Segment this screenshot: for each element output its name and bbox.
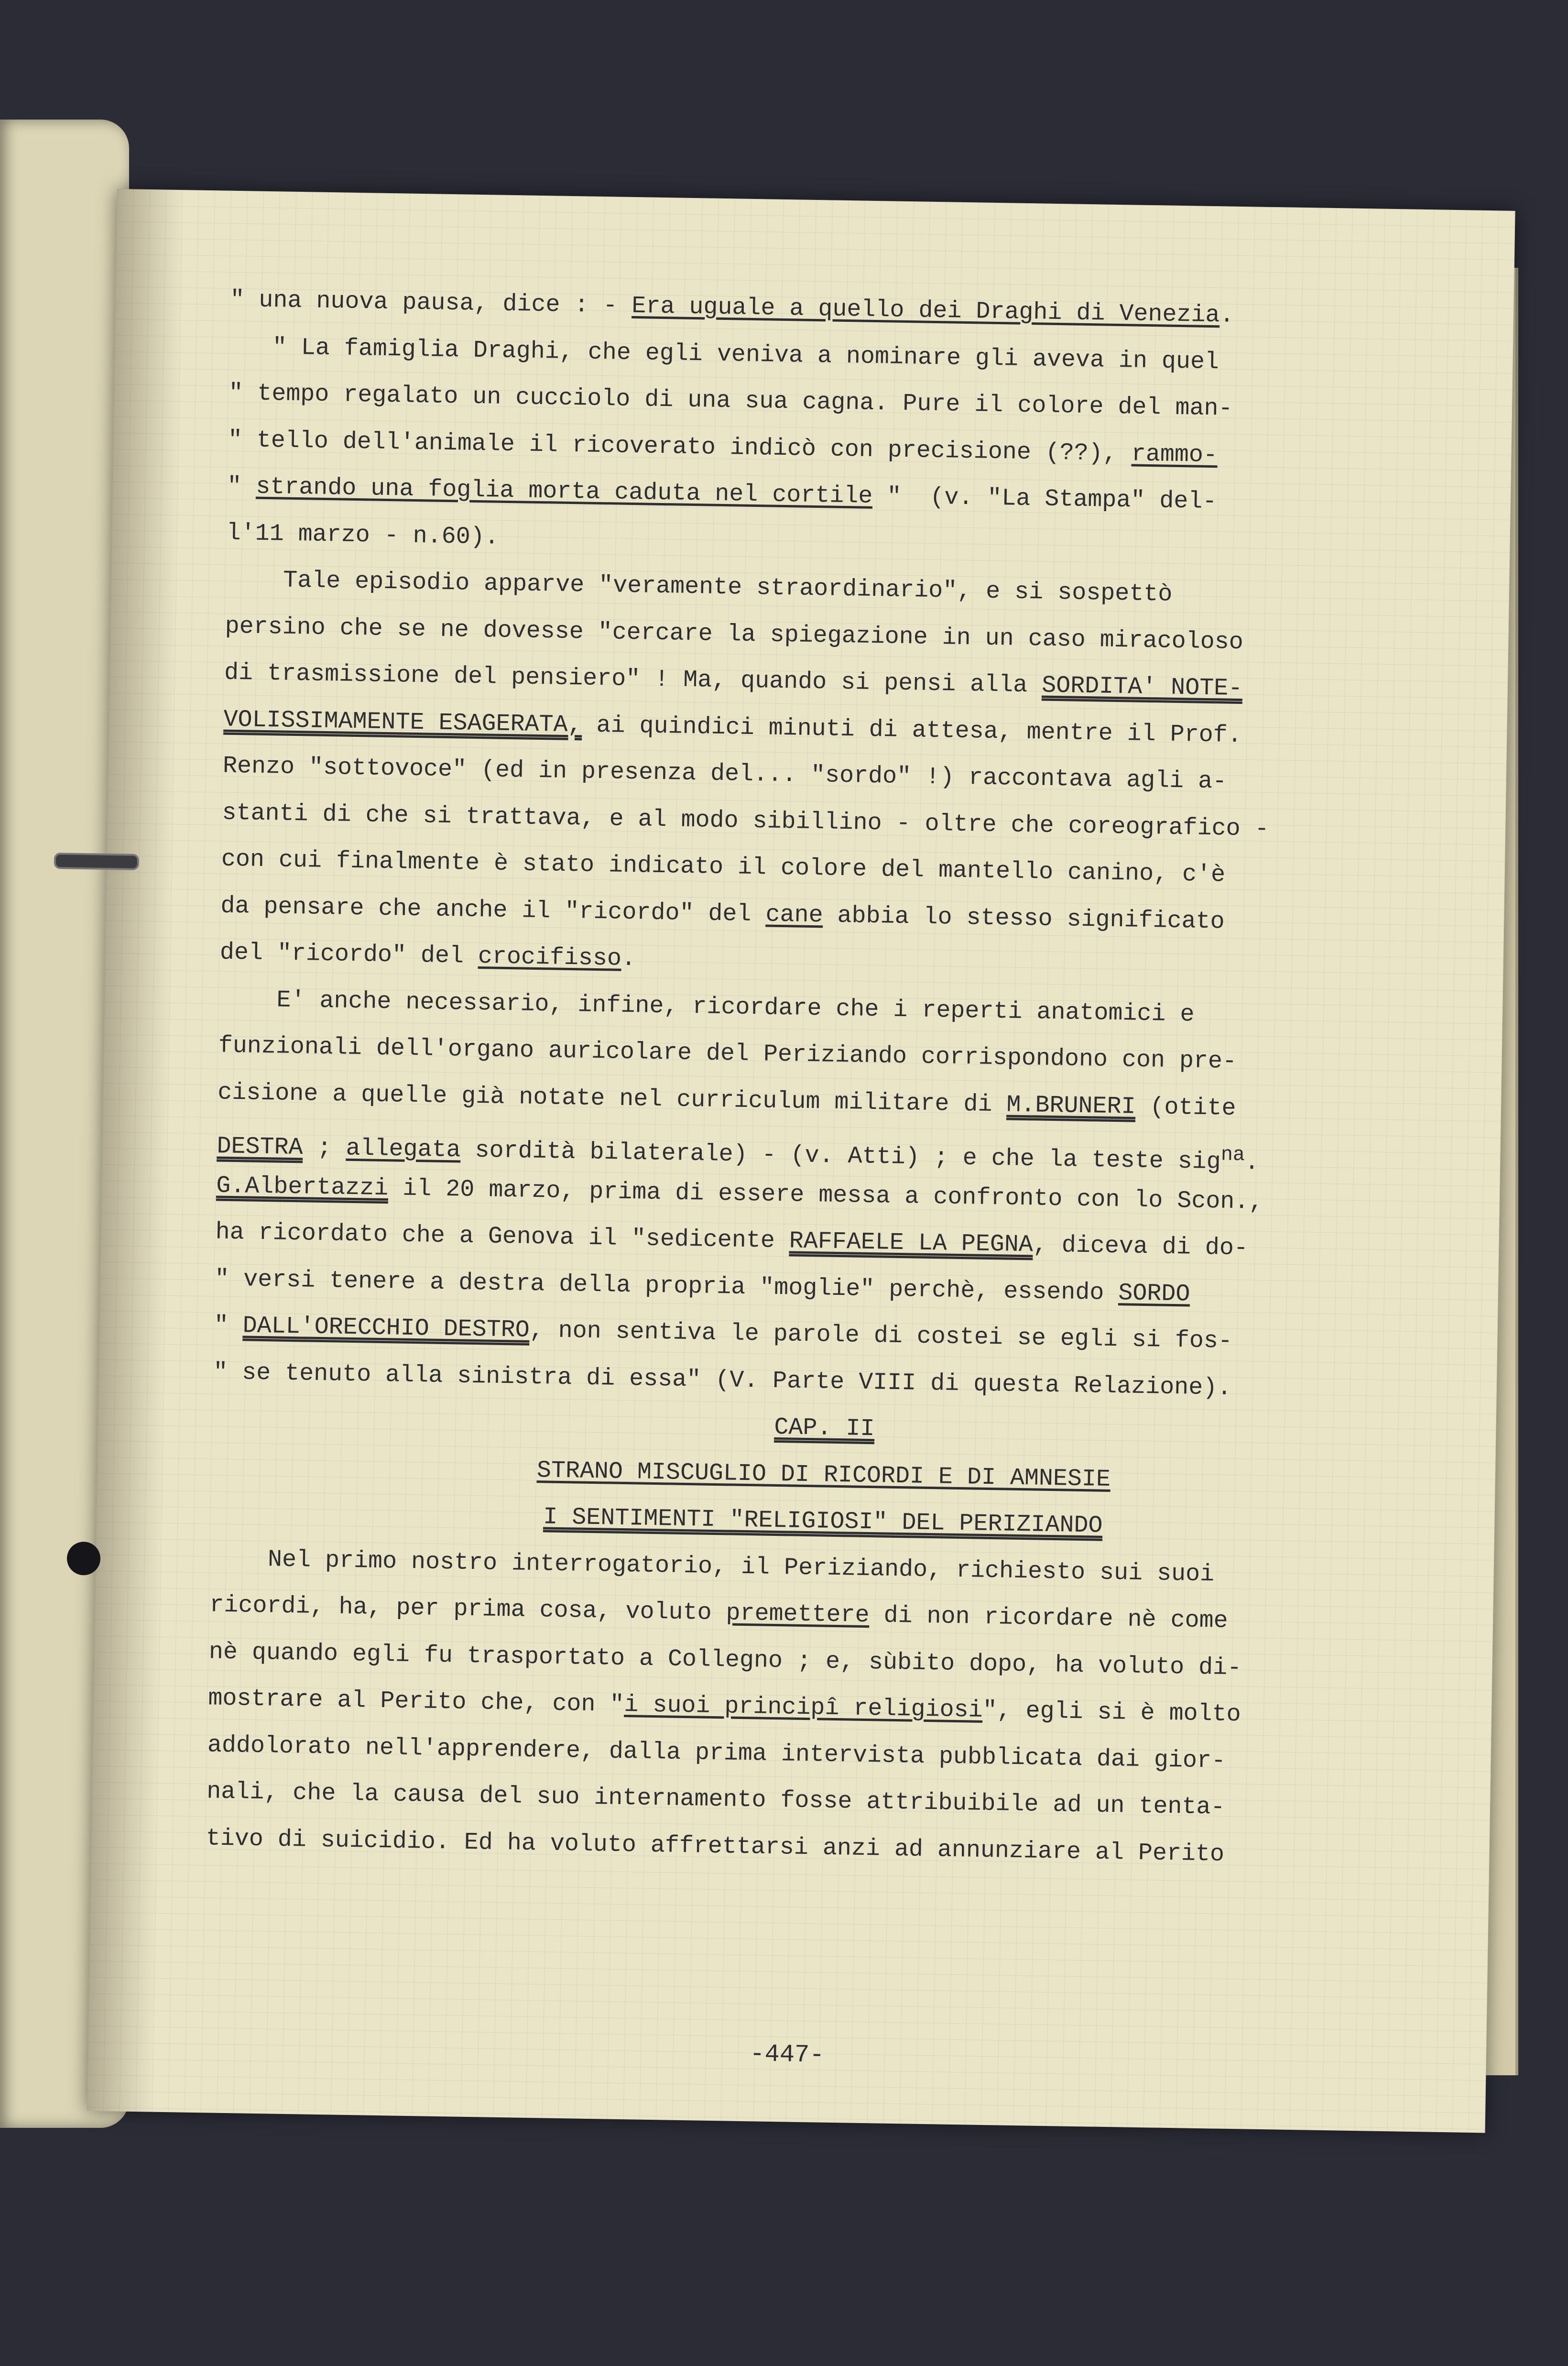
text-segment: E' anche necessario, infine, ricordare che i reperti anatomici e	[218, 986, 1195, 1029]
underlined-text: SORDO	[1118, 1279, 1190, 1308]
text-segment: " una nuova pausa, dice : -	[229, 286, 632, 320]
underlined-text: DESTRA	[217, 1133, 304, 1162]
text-segment: , diceva di do-	[1033, 1231, 1249, 1262]
text-segment: "	[227, 472, 256, 501]
underlined-text: M.BRUNERI	[1006, 1091, 1136, 1121]
text-segment: Renzo "sottovoce" (ed in presenza del... "sordo" !) raccontava agli a-	[222, 752, 1227, 796]
text-segment: " (v. "La Stampa" del-	[872, 482, 1217, 516]
text-segment: Tale episodio apparve "veramente straordinario", e si sospettò	[225, 566, 1173, 608]
text-segment: l'11 marzo - n.60).	[226, 519, 500, 551]
underlined-text: DALL'ORECCHIO DESTRO	[242, 1312, 530, 1344]
text-segment: " se tenuto alla sinistra di essa" (V. Parte VIII di questa Relazione).	[213, 1358, 1232, 1402]
text-segment: ai quindici minuti di attesa, mentre il Prof.	[582, 711, 1242, 749]
binder-ring	[54, 853, 140, 870]
underlined-text: strando una foglia morta caduta nel cortile	[255, 473, 873, 510]
text-segment: Nel primo nostro interrogatorio, il Periziando, richiesto sui suoi	[210, 1544, 1215, 1588]
text-segment: sordità bilaterale) - (v. Atti) ; e che la teste sig	[460, 1137, 1221, 1176]
text-segment: del "ricordo" del	[219, 939, 479, 971]
underlined-text: rammo-	[1131, 440, 1218, 469]
text-segment: il 20 marzo, prima di essere messa a confronto con lo Scon.,	[388, 1174, 1263, 1216]
underlined-text: RAFFAELE LA PEGNA	[789, 1227, 1034, 1259]
text-segment: " tello dell'animale il ricoverato indicò con precisione (??),	[228, 426, 1132, 468]
text-segment: con cui finalmente è stato indicato il colore del mantello canino, c'è	[221, 845, 1226, 889]
underlined-text: SORDITA' NOTE-	[1041, 672, 1243, 703]
underlined-text: STRANO MISCUGLIO DI RICORDI E DI AMNESIE	[536, 1457, 1111, 1493]
underlined-text: i suoi principî religiosi	[624, 1691, 983, 1724]
text-segment: "	[214, 1312, 243, 1340]
underlined-text: Era uguale a quello dei Draghi di Venezia	[631, 292, 1220, 329]
text-segment: nè quando egli fu trasportato a Collegno ; e, sùbito dopo, ha voluto di-	[208, 1638, 1242, 1682]
underlined-text: CAP. II	[774, 1413, 875, 1443]
underlined-text: I SENTIMENTI "RELIGIOSI" DEL PERIZIANDO	[543, 1503, 1103, 1540]
text-segment: mostrare al Perito che, con "	[207, 1685, 624, 1719]
page-number: -447-	[749, 2040, 825, 2070]
text-segment: .	[621, 945, 636, 973]
text-segment: di non ricordare nè come	[869, 1602, 1229, 1635]
text-segment: addolorato nell'apprendere, dalla prima intervista pubblicata dai gior-	[207, 1731, 1226, 1775]
text-segment: tivo di suicidio. Ed ha voluto affrettarsi anzi ad annunziare al Perito	[206, 1824, 1225, 1868]
text-segment: , non sentiva le parole di costei se egli si fos-	[529, 1316, 1233, 1355]
text-segment: da pensare che anche il "ricordo" del	[220, 892, 766, 928]
text-segment: ricordi, ha, per prima cosa, voluto	[209, 1591, 727, 1627]
typed-text-body	[206, 277, 1454, 1881]
text-segment: .	[1244, 1149, 1260, 1177]
text-segment: funzionali dell'organo auricolare del Periziando corrispondono con pre-	[218, 1032, 1237, 1076]
underlined-text: G.Albertazzi	[216, 1172, 389, 1202]
underlined-text: cane	[765, 900, 823, 929]
underlined-text: VOLISSIMAMENTE ESAGERATA,	[223, 706, 583, 739]
text-segment: di trasmissione del pensiero" ! Ma, quando si pensi alla	[224, 659, 1042, 700]
text-segment: stanti di che si trattava, e al modo sibillino - oltre che coreografico -	[222, 799, 1270, 843]
text-segment: ha ricordato che a Genova il "sedicente	[215, 1218, 790, 1255]
underlined-text: crocifisso	[478, 943, 622, 973]
text-segment: " versi tenere a destra della propria "moglie" perchè, essendo	[214, 1265, 1119, 1307]
underlined-text: premettere	[726, 1599, 870, 1630]
text-segment: ;	[303, 1134, 347, 1162]
text-segment: na	[1220, 1143, 1245, 1167]
document-page	[87, 189, 1515, 2133]
text-segment: persino che se ne dovesse "cercare la spiegazione in un caso miracoloso	[225, 613, 1244, 656]
text-segment: " tempo regalato un cucciolo di una sua cagna. Pure il colore del man-	[228, 379, 1233, 423]
text-segment: " La famiglia Draghi, che egli veniva a nominare gli aveva in quel	[229, 333, 1220, 376]
text-segment: abbia lo stesso significato	[823, 901, 1225, 936]
text-segment: (otite	[1135, 1093, 1236, 1122]
text-segment: cisione a quelle già notate nel curriculum militare di	[217, 1079, 1007, 1118]
text-segment: nali, che la causa del suo internamento fosse attribuibile ad un tenta-	[206, 1778, 1225, 1821]
text-segment: ", egli si è molto	[982, 1697, 1241, 1729]
underlined-text: allegata	[346, 1135, 461, 1164]
text-segment: .	[1220, 302, 1234, 329]
